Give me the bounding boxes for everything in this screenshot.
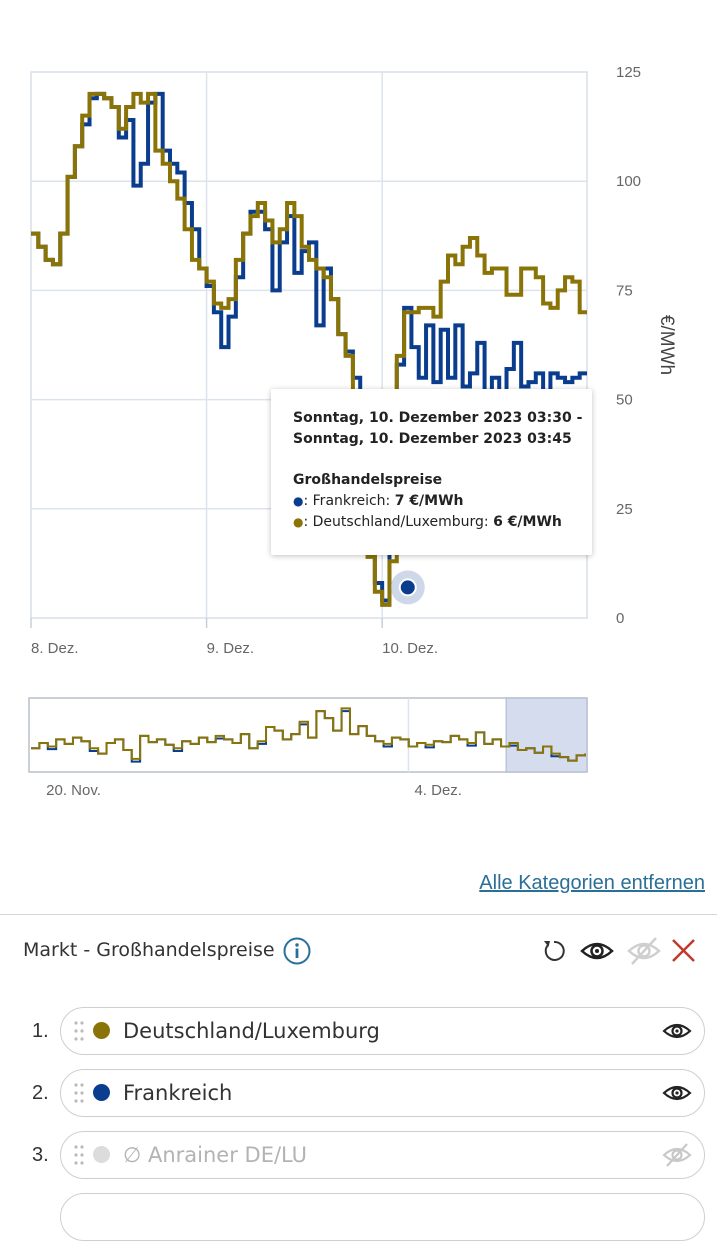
category-label: Frankreich xyxy=(123,1081,233,1105)
y-tick-label: 100 xyxy=(616,173,642,191)
remove-all-categories-link[interactable]: Alle Kategorien entfernen xyxy=(479,872,705,894)
dot-frankreich-icon: ● xyxy=(293,494,304,508)
color-swatch xyxy=(93,1084,110,1101)
chart-tooltip xyxy=(271,389,592,555)
drag-handle-icon[interactable] xyxy=(73,1019,85,1043)
x-tick-label: 8. Dez. xyxy=(31,640,79,657)
color-swatch xyxy=(93,1022,110,1039)
category-label: ∅ Anrainer DE/LU xyxy=(123,1143,308,1167)
category-row-4[interactable] xyxy=(60,1193,705,1241)
y-tick-label: 125 xyxy=(616,64,642,81)
category-anrainer[interactable] xyxy=(60,1131,705,1179)
row-number-2: 2. xyxy=(32,1082,49,1104)
category-label: Deutschland/Luxemburg xyxy=(123,1019,380,1043)
y-tick-label: 75 xyxy=(616,282,633,300)
divider xyxy=(0,914,717,915)
category-frankreich[interactable] xyxy=(60,1069,705,1117)
tooltip-time-start: Sonntag, 10. Dezember 2023 03:30 - xyxy=(293,410,583,426)
tooltip-time-end: Sonntag, 10. Dezember 2023 03:45 xyxy=(293,431,572,447)
dot-deutschland-icon: ● xyxy=(293,515,304,529)
eye-off-icon[interactable] xyxy=(662,1141,692,1169)
drag-handle-icon[interactable] xyxy=(73,1143,85,1167)
close-icon[interactable] xyxy=(670,937,697,964)
tooltip-group: Großhandelspreise xyxy=(293,472,443,488)
panel-title: Markt - Großhandelspreise xyxy=(23,939,275,961)
highlight-point[interactable] xyxy=(400,579,416,595)
eye-icon[interactable] xyxy=(662,1017,692,1045)
color-swatch xyxy=(93,1146,110,1163)
y-tick-label: 50 xyxy=(616,391,633,409)
category-deutschland-luxemburg[interactable] xyxy=(60,1007,705,1055)
eye-off-icon[interactable] xyxy=(626,935,662,967)
eye-icon[interactable] xyxy=(662,1079,692,1107)
drag-handle-icon[interactable] xyxy=(73,1081,85,1105)
nav-x-tick-label: 4. Dez. xyxy=(414,782,462,799)
info-icon[interactable] xyxy=(282,936,312,966)
row-number-3: 3. xyxy=(32,1144,49,1166)
eye-icon[interactable] xyxy=(580,936,614,966)
tooltip-row-deutschland: ●: Deutschland/Luxemburg: 6 €/MWh xyxy=(293,514,562,530)
y-axis-title: €/MWh xyxy=(656,314,677,376)
row-number-1: 1. xyxy=(32,1020,49,1042)
y-tick-label: 0 xyxy=(616,610,625,627)
nav-x-tick-label: 20. Nov. xyxy=(46,782,101,799)
reset-icon[interactable] xyxy=(540,937,568,965)
x-tick-label: 9. Dez. xyxy=(206,640,255,657)
y-tick-label: 25 xyxy=(616,500,633,518)
tooltip-row-frankreich: ●: Frankreich: 7 €/MWh xyxy=(293,493,464,509)
x-tick-label: 10. Dez. xyxy=(382,640,439,657)
